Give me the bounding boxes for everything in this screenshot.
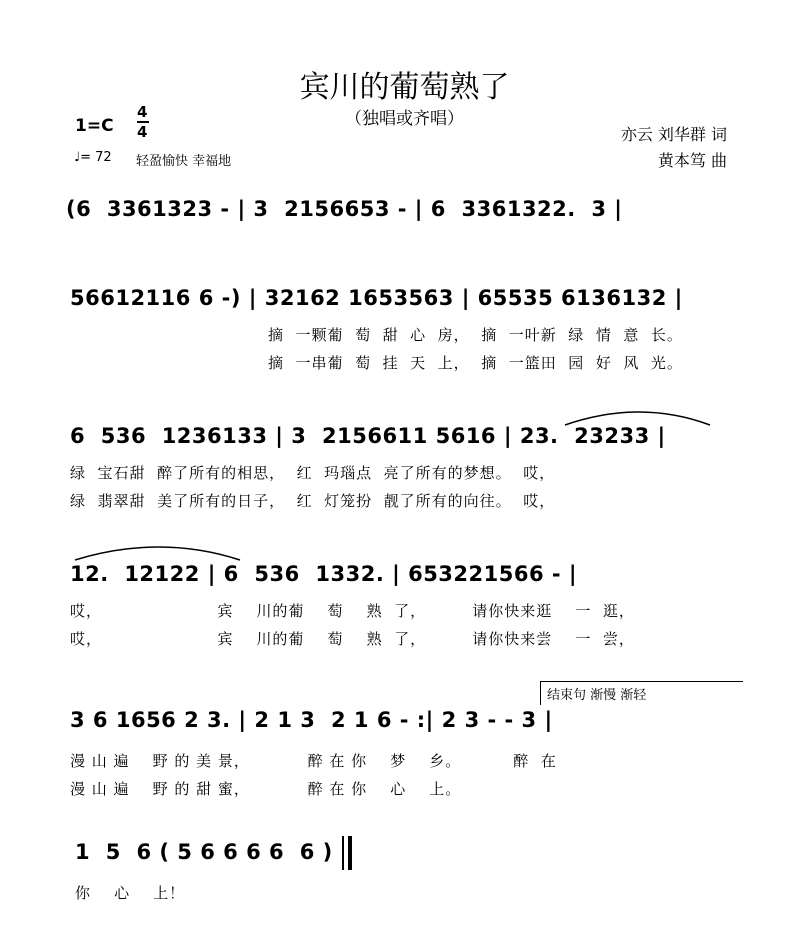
- composer-credit: 黄本笃 曲: [657, 151, 727, 170]
- final-barline-thin: [342, 836, 344, 870]
- music-line-1: (6 3361323 - | 3 2156653 - | 6 3361322. 3 |: [66, 197, 623, 221]
- lyrics-line-6: 你 心 上！: [75, 884, 186, 902]
- lyrics-line-5-verse-2: 漫 山 遍 野 的 甜 蜜， 醉 在 你 心 上。: [70, 780, 462, 798]
- tempo-marking: ♩= 72: [74, 150, 112, 165]
- lyrics-line-5-verse-1: 漫 山 遍 野 的 美 景， 醉 在 你 梦 乡。 醉 在: [70, 752, 557, 770]
- slur-line-3: [560, 405, 720, 429]
- style-marking: 轻盈愉快 幸福地: [136, 154, 232, 169]
- lyrics-line-3-verse-2: 绿 翡翠甜 美了所有的日子， 红 灯笼扮 靓了所有的向往。 哎，: [70, 492, 556, 510]
- lyrics-line-4-verse-1: 哎， 宾 川的葡 萄 熟 了， 请你快来逛 一 逛，: [70, 602, 635, 620]
- music-line-2: 56612116 6 -) | 32162 1653563 | 65535 6136132 |: [70, 286, 683, 310]
- music-line-4: 12. 12122 | 6 536 1332. | 653221566 - |: [70, 562, 578, 586]
- key-signature: 1=C: [75, 116, 114, 136]
- lyrics-line-2-verse-1: 摘 一颗葡 萄 甜 心 房， 摘 一叶新 绿 情 意 长。: [268, 326, 683, 344]
- music-line-5: 3 6 1656 2 3. | 2 1 3 2 1 6 - :| 2 3 - - 3 |: [70, 708, 553, 732]
- music-line-6: 1 5 6 ( 5 6 6 6 6 6 ): [75, 840, 333, 864]
- song-subtitle: （独唱或齐唱）: [345, 109, 464, 129]
- lyrics-line-4-verse-2: 哎， 宾 川的葡 萄 熟 了， 请你快来尝 一 尝，: [70, 630, 635, 648]
- final-barline-thick: [348, 836, 352, 870]
- lyricist-credit: 亦云 刘华群 词: [620, 125, 727, 144]
- song-title: 宾川的葡萄熟了: [299, 70, 510, 105]
- lyrics-line-2-verse-2: 摘 一串葡 萄 挂 天 上， 摘 一篮田 园 好 风 光。: [268, 354, 683, 372]
- time-signature-top: 4: [137, 103, 148, 121]
- lyrics-line-3-verse-1: 绿 宝石甜 醉了所有的相思， 红 玛瑙点 亮了所有的梦想。 哎，: [70, 464, 556, 482]
- slur-line-4: [70, 540, 250, 564]
- time-signature-bottom: 4: [137, 123, 148, 141]
- ending-phrase-label: 结束句 渐慢 渐轻: [540, 681, 743, 705]
- music-line-3: 6 536 1236133 | 3 2156611 5616 | 23. 23233 |: [70, 424, 666, 448]
